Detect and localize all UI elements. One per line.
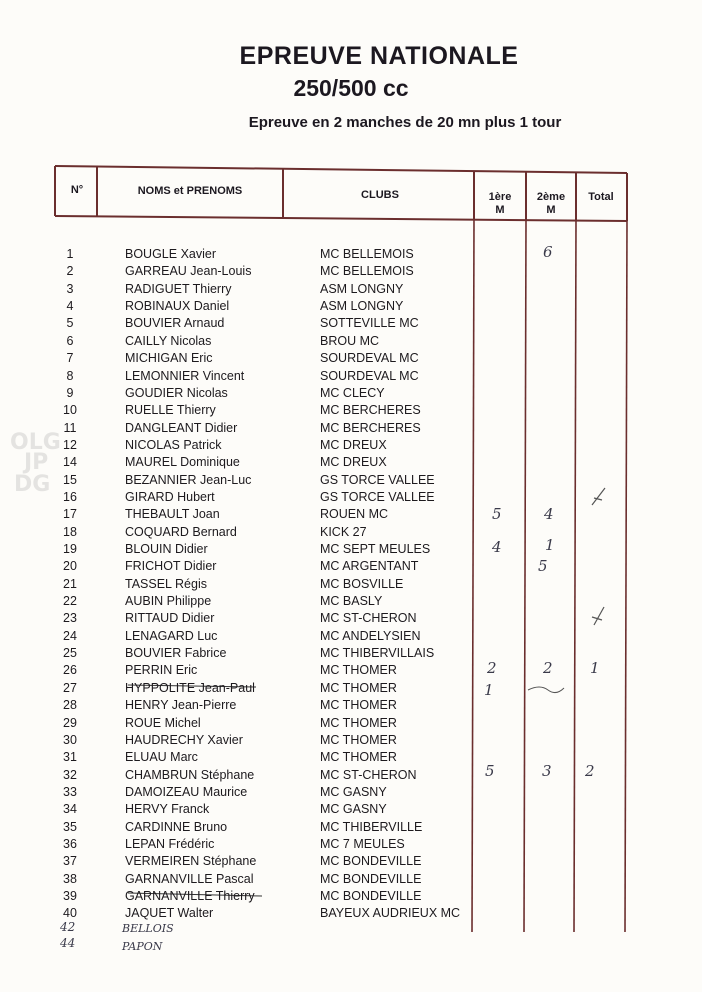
handwritten-r32-total: 2: [585, 762, 595, 780]
table-row: [0, 785, 702, 802]
column-header-clubs: CLUBS: [361, 189, 399, 201]
competitor-name: BLOUIN Didier: [125, 542, 208, 556]
row-number: 20: [63, 559, 77, 574]
row-number: 25: [63, 646, 77, 660]
handwritten-r32-m2: 3: [542, 762, 552, 780]
competitor-name: LEPAN Frédéric: [125, 836, 215, 851]
club-name: MC ST-CHERON: [320, 767, 417, 782]
table-row: [0, 611, 702, 628]
row-number: 37: [63, 854, 77, 869]
table-row: [0, 820, 702, 837]
club-name: SOTTEVILLE MC: [320, 316, 419, 331]
competitor-name: CAILLY Nicolas: [125, 333, 212, 348]
competitor-name: DANGLEANT Didier: [125, 420, 238, 435]
competitor-name: DAMOIZEAU Maurice: [125, 784, 248, 799]
competitor-name: THEBAULT Joan: [125, 507, 220, 522]
club-name: BAYEUX AUDRIEUX MC: [320, 906, 461, 921]
table-row: [0, 334, 702, 351]
club-name: MC THOMER: [320, 680, 397, 695]
row-number: 32: [63, 767, 77, 782]
club-name: MC THIBERVILLE: [320, 819, 423, 834]
table-row: [0, 264, 702, 281]
row-number: 30: [63, 732, 77, 747]
table-row: [0, 403, 702, 420]
competitor-name: HYPPOLITE Jean-Paul: [125, 680, 255, 695]
club-name: MC CLECY: [320, 385, 385, 400]
club-name: MC BERCHERES: [320, 403, 421, 418]
column-header-no: N°: [70, 184, 84, 196]
competitor-name: HERVY Franck: [125, 802, 210, 817]
competitor-name: AUBIN Philippe: [125, 594, 212, 608]
competitor-name: HAUDRECHY Xavier: [125, 732, 243, 747]
table-row: [0, 299, 702, 316]
row-number: 12: [63, 437, 77, 452]
table-row: [0, 854, 702, 871]
table-row: [0, 906, 702, 923]
page-description: Epreuve en 2 manches de 20 mn plus 1 tour: [248, 114, 562, 131]
competitor-name: ROBINAUX Daniel: [125, 299, 230, 314]
table-row: [0, 681, 702, 698]
competitor-name: GOUDIER Nicolas: [125, 385, 228, 400]
table-row: [0, 507, 702, 524]
club-name: MC THIBERVILLAIS: [320, 646, 435, 660]
club-name: GS TORCE VALLEE: [320, 489, 435, 504]
competitor-name: RITTAUD Didier: [125, 611, 215, 626]
competitor-name: LENAGARD Luc: [125, 628, 218, 643]
row-number: 3: [66, 281, 74, 296]
row-number: 22: [63, 594, 77, 608]
handwritten-extra-44-no: 44: [60, 936, 76, 950]
row-number: 21: [63, 576, 77, 591]
table-row: [0, 369, 702, 386]
club-name: GS TORCE VALLEE: [320, 472, 435, 487]
column-header-total: Total: [588, 191, 614, 203]
table-row: [0, 733, 702, 750]
table-row: [0, 542, 702, 559]
club-name: MC THOMER: [320, 750, 397, 765]
table-row: [0, 872, 702, 889]
competitor-name: ELUAU Marc: [125, 750, 198, 765]
club-name: MC ANDELYSIEN: [320, 628, 421, 643]
handwritten-r20-m2: 5: [538, 557, 548, 575]
row-number: 2: [66, 264, 74, 279]
row-number: 9: [66, 385, 74, 400]
row-number: 26: [63, 663, 77, 678]
row-number: 11: [63, 420, 77, 435]
club-name: MC THOMER: [320, 698, 397, 713]
club-name: MC SEPT MEULES: [320, 542, 431, 556]
handwritten-r26-m2: 2: [543, 659, 553, 677]
column-header-m2-line1: 2ème: [536, 191, 566, 203]
club-name: MC BELLEMOIS: [320, 264, 414, 279]
competitor-name: BEZANNIER Jean-Luc: [125, 472, 252, 487]
club-name: MC DREUX: [320, 437, 387, 452]
club-name: MC ST-CHERON: [320, 611, 417, 626]
competitor-name: PERRIN Eric: [125, 663, 198, 678]
row-number: 6: [66, 333, 74, 348]
row-number: 19: [63, 542, 77, 556]
competitor-name: CHAMBRUN Stéphane: [125, 767, 255, 782]
row-number: 10: [63, 403, 77, 418]
table-row: [0, 247, 702, 264]
row-number: 4: [66, 299, 74, 314]
club-name: MC ARGENTANT: [320, 559, 419, 574]
club-name: ASM LONGNY: [320, 281, 404, 296]
handwritten-r32-m1: 5: [485, 762, 495, 780]
club-name: BROU MC: [320, 333, 380, 348]
row-number: 1: [66, 247, 74, 261]
club-name: MC BASLY: [320, 594, 383, 608]
table-row: [0, 837, 702, 854]
row-number: 29: [63, 715, 77, 730]
row-number: 14: [63, 455, 77, 470]
row-number: 8: [66, 368, 74, 383]
row-number: 18: [63, 524, 77, 539]
club-name: MC BONDEVILLE: [320, 854, 422, 869]
competitor-name: BOUVIER Arnaud: [125, 316, 225, 331]
competitor-name: LEMONNIER Vincent: [125, 368, 245, 383]
table-row: [0, 750, 702, 767]
club-name: MC GASNY: [320, 802, 387, 817]
watermark-line2: JP: [24, 450, 49, 475]
column-header-m1-line2: M: [495, 204, 505, 216]
club-name: ROUEN MC: [320, 507, 389, 522]
handwritten-r26-total: 1: [590, 659, 600, 677]
watermark-line3: DG: [14, 472, 51, 497]
table-row: [0, 594, 702, 611]
competitor-name: BOUVIER Fabrice: [125, 646, 227, 660]
club-name: ASM LONGNY: [320, 299, 404, 314]
competitor-name: VERMEIREN Stéphane: [125, 854, 257, 869]
competitor-name: COQUARD Bernard: [125, 524, 237, 539]
table-row: [0, 889, 702, 906]
competitor-name: GARREAU Jean-Louis: [125, 264, 252, 279]
competitor-name: TASSEL Régis: [125, 576, 207, 591]
competitor-name: RADIGUET Thierry: [125, 281, 232, 296]
table-row: [0, 577, 702, 594]
row-number: 34: [63, 802, 77, 817]
row-number: 39: [63, 889, 77, 903]
row-number: 15: [63, 472, 77, 487]
club-name: MC GASNY: [320, 784, 387, 799]
club-name: MC BELLEMOIS: [320, 247, 414, 261]
table-row: [0, 629, 702, 646]
club-name: MC THOMER: [320, 663, 397, 678]
handwritten-extra-44-name: PAPON: [122, 940, 163, 953]
competitor-name: MICHIGAN Eric: [125, 351, 213, 366]
club-name: KICK 27: [320, 524, 367, 539]
table-row: [0, 282, 702, 299]
handwritten-r17-m1: 5: [492, 505, 502, 523]
table-row: [0, 698, 702, 715]
row-number: 28: [63, 698, 77, 713]
column-header-m1: [476, 191, 524, 217]
row-number: 33: [63, 784, 77, 799]
handwritten-extra-42-no: 42: [60, 920, 76, 934]
column-header-m2-line2: M: [546, 204, 556, 216]
row-number: 24: [63, 628, 77, 643]
competitor-name: CARDINNE Bruno: [125, 819, 228, 834]
competitor-name: ROUE Michel: [125, 715, 201, 730]
table-row: [0, 802, 702, 819]
competitor-name: JAQUET Walter: [125, 906, 214, 921]
page-title: EPREUVE NATIONALE: [239, 42, 519, 70]
table-row: [0, 490, 702, 507]
competitor-name: MAUREL Dominique: [125, 455, 240, 470]
club-name: MC DREUX: [320, 455, 387, 470]
column-header-m2: [527, 191, 575, 217]
table-row: [0, 716, 702, 733]
club-name: MC BOSVILLE: [320, 576, 404, 591]
table-row: [0, 768, 702, 785]
column-header-names: NOMS et PRENOMS: [137, 185, 243, 197]
handwritten-r19-m1: 4: [492, 538, 502, 556]
handwritten-r27-m1: 1: [484, 681, 494, 699]
competitor-name: GARNANVILLE Pascal: [125, 871, 254, 886]
watermark-line1: OLG: [10, 430, 61, 455]
handwritten-r1-m2: 6: [543, 243, 553, 261]
table-row: [0, 421, 702, 438]
row-number: 40: [63, 906, 77, 921]
table-row: [0, 386, 702, 403]
row-number: 36: [63, 836, 77, 851]
row-number: 7: [66, 351, 74, 366]
table-row: [0, 455, 702, 472]
row-number: 17: [63, 507, 77, 522]
row-number: 27: [63, 680, 77, 695]
club-name: SOURDEVAL MC: [320, 368, 419, 383]
handwritten-r26-m1: 2: [487, 659, 497, 677]
table-row: [0, 351, 702, 368]
competitor-name: GIRARD Hubert: [125, 489, 215, 504]
row-number: 5: [66, 316, 74, 331]
club-name: MC BONDEVILLE: [320, 889, 422, 903]
table-row: [0, 559, 702, 576]
table-row: [0, 473, 702, 490]
table-row: [0, 438, 702, 455]
club-name: MC THOMER: [320, 715, 397, 730]
club-name: MC BONDEVILLE: [320, 871, 422, 886]
competitor-name: FRICHOT Didier: [125, 559, 217, 574]
row-number: 38: [63, 871, 77, 886]
competitor-name: GARNANVILLE Thierry: [125, 889, 255, 903]
handwritten-r19-m2: 1: [545, 536, 555, 554]
club-name: MC 7 MEULES: [320, 836, 405, 851]
handwritten-extra-42-name: BELLOIS: [122, 922, 174, 935]
row-number: 31: [63, 750, 77, 765]
club-name: MC BERCHERES: [320, 420, 421, 435]
competitor-name: HENRY Jean-Pierre: [125, 698, 237, 713]
row-number: 35: [63, 819, 77, 834]
competitor-name: RUELLE Thierry: [125, 403, 216, 418]
handwritten-r17-m2: 4: [544, 505, 554, 523]
column-header-m1-line1: 1ère: [488, 191, 512, 203]
page-subtitle: 250/500 cc: [293, 75, 409, 101]
club-name: MC THOMER: [320, 732, 397, 747]
competitor-name: NICOLAS Patrick: [125, 437, 222, 452]
table-row: [0, 525, 702, 542]
competitor-name: BOUGLE Xavier: [125, 247, 217, 261]
club-name: SOURDEVAL MC: [320, 351, 419, 366]
row-number: 23: [63, 611, 77, 626]
row-number: 16: [63, 489, 77, 504]
table-row: [0, 316, 702, 333]
